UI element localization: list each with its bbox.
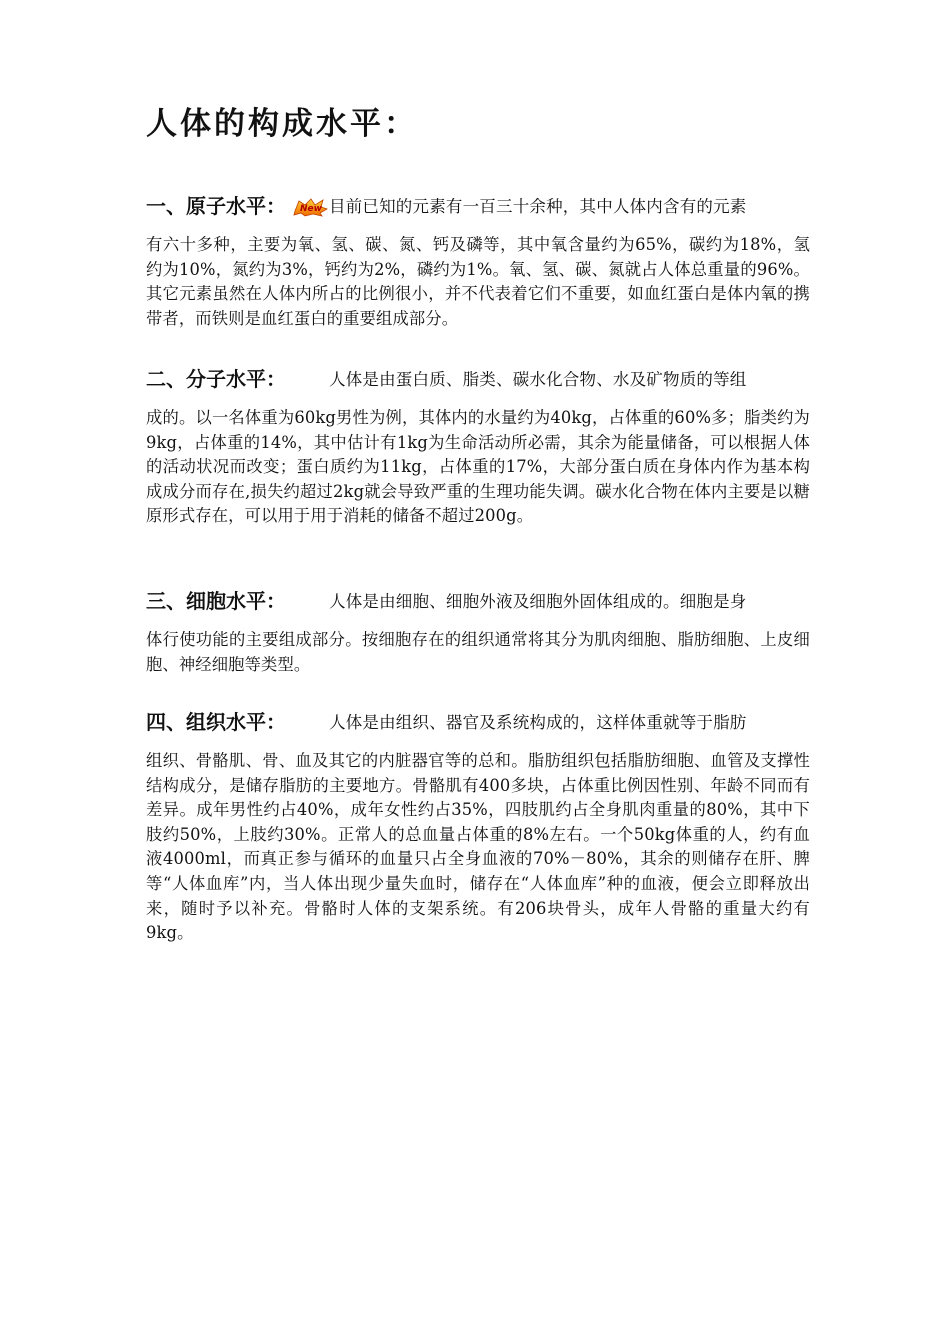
- section-tissue-level: [146, 709, 810, 946]
- section-lead-text: 人体是由细胞、细胞外液及细胞外固体组成的。细胞是身: [329, 592, 747, 611]
- section-body-text: 成的。以一名体重为60kg男性为例，其体内的水量约为40kg，占体重的60%多；脂类约为9kg，占体重的14%，其中估计有1kg为生命活动所必需，其余为能量储备，可以根据人体的活动状况而改变；蛋白质约为11kg，占体重的17%，大部分蛋白质在身体内作为基本构成成分而存在,损失约超过2kg就会导致严重的生理功能失调。碳水化合物在体内主要是以糖原形式存在，可以用于用于消耗的储备不超过200g。: [146, 408, 810, 526]
- new-badge-label: New: [300, 204, 322, 214]
- new-badge-icon: [293, 197, 329, 217]
- section-first-line: [146, 366, 810, 398]
- section-first-line: [146, 588, 810, 620]
- section-lead-text: 目前已知的元素有一百三十余种，其中人体内含有的元素: [329, 197, 747, 216]
- section-lead-text: 人体是由组织、器官及系统构成的，这样体重就等于脂肪: [329, 713, 747, 732]
- document-title: 人体的构成水平：: [146, 106, 418, 142]
- section-lead-text: 人体是由蛋白质、脂类、碳水化合物、水及矿物质的等组: [329, 370, 747, 389]
- section-body-text: 有六十多种，主要为氧、氢、碳、氮、钙及磷等，其中氧含量约为65%，碳约为18%，氢约为10%，氮约为3%，钙约为2%，磷约为1%。氧、氢、碳、氮就占人体总重量的96%。其它元素虽然在人体内所占的比例很小，并不代表着它们不重要，如血红蛋白是体内氧的携带者，而铁则是血红蛋白的重要组成部分。: [146, 235, 810, 328]
- section-first-line: [146, 193, 810, 225]
- section-heading: 一、原子水平：: [146, 194, 286, 218]
- section-first-line: [146, 709, 810, 741]
- section-cellular-level: [146, 588, 810, 677]
- section-atomic-level: [146, 193, 810, 331]
- section-heading: 四、组织水平：: [146, 710, 286, 734]
- section-body-text: 体行使功能的主要组成部分。按细胞存在的组织通常将其分为肌肉细胞、脂肪细胞、上皮细胞、神经细胞等类型。: [146, 630, 810, 674]
- section-molecular-level: [146, 366, 810, 529]
- section-heading: 三、细胞水平：: [146, 589, 286, 613]
- section-heading: 二、分子水平：: [146, 367, 286, 391]
- section-body-text: 组织、骨骼肌、骨、血及其它的内脏器官等的总和。脂肪组织包括脂肪细胞、血管及支撑性结构成分，是储存脂肪的主要地方。骨骼肌有400多块，占体重比例因性别、年龄不同而有差异。成年男性约占40%，成年女性约占35%，四肢肌约占全身肌肉重量的80%，其中下肢约50%，上肢约30%。正常人的总血量占体重的8%左右。一个50kg体重的人，约有血液4000ml，而真正参与循环的血量只占全身血液的70%－80%，其余的则储存在肝、脾等“人体血库”内，当人体出现少量失血时，储存在“人体血库”种的血液，便会立即释放出来，随时予以补充。骨骼时人体的支架系统。有206块骨头，成年人骨骼的重量大约有9kg。: [146, 751, 810, 943]
